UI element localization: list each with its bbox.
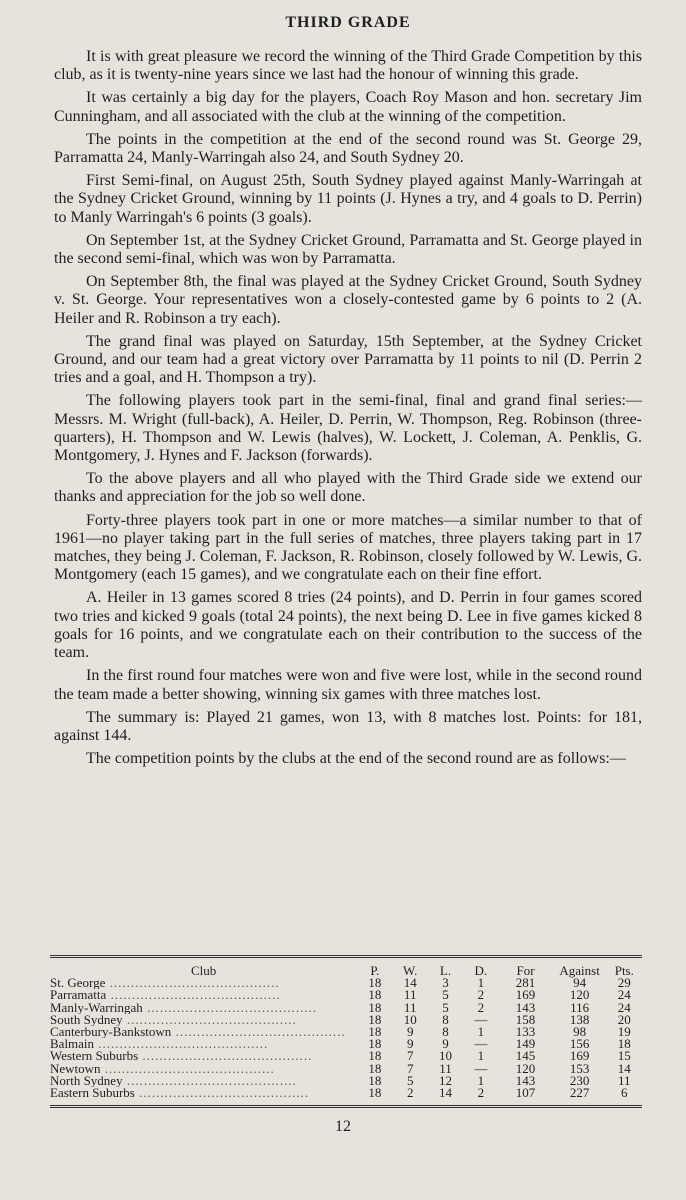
paragraph: In the first round four matches were won and five were lost, while in the second round the team made a better showing, winning six games with three matches lost. <box>54 667 642 703</box>
cell-won: 9 <box>406 1036 414 1052</box>
cell-won: 10 <box>403 1011 417 1027</box>
table-row <box>50 1087 642 1099</box>
cell-against: 227 <box>569 1085 590 1101</box>
cell-for: 149 <box>515 1036 536 1052</box>
cell-lost: 9 <box>442 1036 449 1052</box>
cell-played: 18 <box>368 1036 382 1052</box>
leader-dots: ........................................ <box>122 1013 297 1027</box>
cell-points: 18 <box>617 1036 631 1052</box>
cell-points: 29 <box>617 975 631 991</box>
cell-points: 6 <box>621 1085 628 1101</box>
cell-lost: 14 <box>439 1085 453 1101</box>
table-row <box>50 1038 642 1050</box>
table-row <box>50 1002 642 1014</box>
table-row <box>50 1063 642 1075</box>
header-played: P. <box>370 963 380 978</box>
table-header-row <box>50 965 642 977</box>
cell-against: 98 <box>573 1024 587 1040</box>
cell-for: 169 <box>515 987 536 1003</box>
paragraph: The points in the competition at the end of the second round was St. George 29, Parramatta 24, Manly-Warringah also 24, and South Sydney 20. <box>54 130 642 167</box>
header-points: Pts. <box>614 963 634 978</box>
cell-for: 158 <box>515 1011 536 1027</box>
cell-club <box>50 1014 357 1026</box>
cell-points: 19 <box>617 1024 631 1040</box>
cell-drawn: 2 <box>477 987 485 1003</box>
cell-won: 11 <box>403 987 417 1003</box>
paragraph: Forty-three players took part in one or more matches—a similar number to that of 1961—no player taking part in the full series of matches, three players taking part in 17 matches, they being J. Coleman, F. Jackson, R. Robinson, closely followed by W. Lewis, G. Montgomery (each 15 games), and we congratulate each on their fine effort. <box>54 511 642 584</box>
table-row <box>50 1050 642 1062</box>
cell-against: 94 <box>573 975 587 991</box>
cell-won: 2 <box>406 1085 414 1101</box>
leader-dots: ........................................ <box>94 1038 269 1051</box>
header-club: Club <box>190 963 217 978</box>
club-name: South Sydney <box>50 1013 123 1027</box>
cell-lost: 11 <box>439 1060 452 1076</box>
cell-drawn: 1 <box>477 975 485 991</box>
cell-won: 11 <box>403 999 417 1015</box>
body-text <box>54 48 642 768</box>
cell-drawn: 1 <box>477 1072 485 1088</box>
cell-drawn: 1 <box>477 1048 485 1064</box>
cell-won: 5 <box>406 1072 414 1088</box>
cell-won: 7 <box>406 1048 414 1064</box>
cell-for: 143 <box>515 1072 536 1088</box>
cell-points: 24 <box>617 987 631 1003</box>
leader-dots: ........................................ <box>171 1026 346 1039</box>
cell-played: 18 <box>368 1060 382 1076</box>
club-name: Parramatta <box>50 989 107 1002</box>
cell-lost: 3 <box>442 975 449 991</box>
cell-lost: 5 <box>442 987 449 1003</box>
cell-lost: 8 <box>442 1024 449 1040</box>
cell-drawn: 2 <box>477 999 485 1015</box>
cell-points: 11 <box>618 1072 631 1088</box>
table-row <box>50 1026 642 1038</box>
paragraph: On September 8th, the final was played at the Sydney Cricket Ground, South Sydney v. St. George. Your representatives won a closely-contested game by 6 points to 2 (A. Heiler and R. Robinson a try each). <box>54 273 642 327</box>
paragraph: On September 1st, at the Sydney Cricket Ground, Parramatta and St. George played in the second semi-final, which was won by Parramatta. <box>54 231 642 268</box>
leader-dots: ........................................ <box>138 1050 313 1063</box>
cell-lost: 8 <box>442 1011 449 1027</box>
cell-drawn: 2 <box>477 1085 485 1101</box>
table-row <box>50 1014 642 1026</box>
ladder-table <box>50 965 642 1099</box>
table-body <box>50 977 642 1099</box>
cell-club <box>50 1087 357 1099</box>
cell-against: 153 <box>569 1060 590 1076</box>
cell-played: 18 <box>368 1048 382 1064</box>
cell-played: 18 <box>368 1024 382 1040</box>
cell-drawn: — <box>474 1036 488 1052</box>
cell-won: 7 <box>406 1060 414 1076</box>
club-name: Canterbury-Bankstown <box>50 1026 172 1039</box>
cell-against: 138 <box>569 1011 590 1027</box>
paragraph: The competition points by the clubs at the end of the second round are as follows:— <box>86 750 626 768</box>
paragraph: The grand final was played on Saturday, 15th September, at the Sydney Cricket Ground, and our team had a great victory over Parramatta by 11 points to nil (D. Perrin 2 tries and a goal, and H. Thompson a try). <box>54 332 642 387</box>
table-top-rule <box>50 955 642 958</box>
cell-club <box>50 1038 357 1050</box>
leader-dots: ........................................ <box>105 977 280 990</box>
cell-drawn: 1 <box>477 1024 485 1040</box>
paragraph: The summary is: Played 21 games, won 13, with 8 matches lost. Points: for 181, against 144. <box>54 708 642 744</box>
leader-dots: ........................................ <box>106 989 281 1002</box>
cell-lost: 5 <box>442 999 449 1015</box>
cell-for: 145 <box>515 1048 536 1064</box>
cell-club <box>50 989 357 1001</box>
cell-played: 18 <box>368 1011 382 1027</box>
cell-played: 18 <box>368 987 382 1003</box>
cell-club <box>50 1050 357 1062</box>
cell-against: 116 <box>570 999 590 1015</box>
competition-table <box>50 955 642 1108</box>
page-number: 12 <box>335 1118 351 1135</box>
leader-dots: ........................................ <box>122 1074 297 1088</box>
cell-club <box>50 977 357 989</box>
cell-lost: 12 <box>439 1072 453 1088</box>
table-row <box>50 977 642 989</box>
header-for: For <box>516 963 535 978</box>
cell-for: 120 <box>515 1060 536 1076</box>
header-won: W. <box>403 963 418 978</box>
club-name: Manly-Warringah <box>50 1001 143 1014</box>
club-name: Eastern Suburbs <box>50 1087 135 1100</box>
paragraph: It was certainly a big day for the players, Coach Roy Mason and hon. secretary Jim Cunningham, and all associated with the club at the winning of the competition. <box>54 89 642 125</box>
club-name: North Sydney <box>50 1074 123 1088</box>
cell-for: 143 <box>515 999 536 1015</box>
header-lost: L. <box>439 963 452 978</box>
cell-points: 15 <box>617 1048 631 1064</box>
club-name: Western Suburbs <box>50 1050 139 1063</box>
paragraph: A. Heiler in 13 games scored 8 tries (24 points), and D. Perrin in four games scored two tries and kicked 9 goals (total 24 points), the next being D. Lee in five games kicked 8 goals for 16 points, and we congratulate each on their contribution to the success of the team. <box>54 589 642 662</box>
club-name: Newtown <box>50 1062 101 1075</box>
cell-drawn: — <box>474 1060 488 1076</box>
leader-dots: ........................................ <box>134 1087 310 1100</box>
cell-points: 24 <box>617 999 631 1015</box>
cell-against: 120 <box>569 987 590 1003</box>
header-drawn: D. <box>474 963 488 978</box>
cell-against: 230 <box>569 1072 590 1088</box>
cell-club <box>50 1026 357 1038</box>
page-title: THIRD GRADE <box>285 14 411 31</box>
cell-played: 18 <box>368 1085 382 1101</box>
cell-points: 20 <box>617 1011 631 1027</box>
header-against: Against <box>559 963 600 978</box>
cell-drawn: — <box>474 1011 488 1027</box>
table-row <box>50 1075 642 1087</box>
paragraph: The following players took part in the semi-final, final and grand final series:—Messrs. M. Wright (full-back), A. Heiler, D. Perrin, W. Thompson, Reg. Robinson (three-quarters), H. Thompson and W. Lewis (halves), W. Lockett, J. Coleman, A. Penklis, G. Montgomery, J. Hynes and F. Jackson (forwards). <box>54 392 642 465</box>
cell-lost: 10 <box>439 1048 453 1064</box>
leader-dots: ........................................ <box>142 1001 318 1014</box>
cell-club <box>50 1063 357 1075</box>
cell-played: 18 <box>368 999 382 1015</box>
cell-played: 18 <box>368 1072 382 1088</box>
paragraph: It is with great pleasure we record the winning of the Third Grade Competition by this club, as it is twenty-nine years since we last had the honour of winning this grade. <box>54 48 642 84</box>
cell-for: 281 <box>515 975 536 991</box>
cell-for: 133 <box>515 1024 536 1040</box>
table-row <box>50 989 642 1001</box>
cell-for: 107 <box>515 1085 536 1101</box>
cell-played: 18 <box>368 975 382 991</box>
leader-dots: ........................................ <box>100 1062 275 1075</box>
table-bottom-rule <box>50 1105 642 1108</box>
cell-club <box>50 1002 357 1014</box>
paragraph: First Semi-final, on August 25th, South Sydney played against Manly-Warringah at the Sydney Cricket Ground, winning by 11 points (J. Hynes a try, and 4 goals to D. Perrin) to Manly Warringah's 6 points (3 goals). <box>54 172 642 226</box>
cell-points: 14 <box>617 1060 631 1076</box>
cell-won: 14 <box>403 975 417 991</box>
club-name: St. George <box>50 977 106 990</box>
paragraph: To the above players and all who played with the Third Grade side we extend our thanks and appreciation for the job so well done. <box>54 470 642 506</box>
cell-club <box>50 1075 357 1087</box>
cell-against: 156 <box>569 1036 590 1052</box>
club-name: Balmain <box>50 1038 95 1051</box>
cell-won: 9 <box>406 1024 414 1040</box>
cell-against: 169 <box>569 1048 590 1064</box>
